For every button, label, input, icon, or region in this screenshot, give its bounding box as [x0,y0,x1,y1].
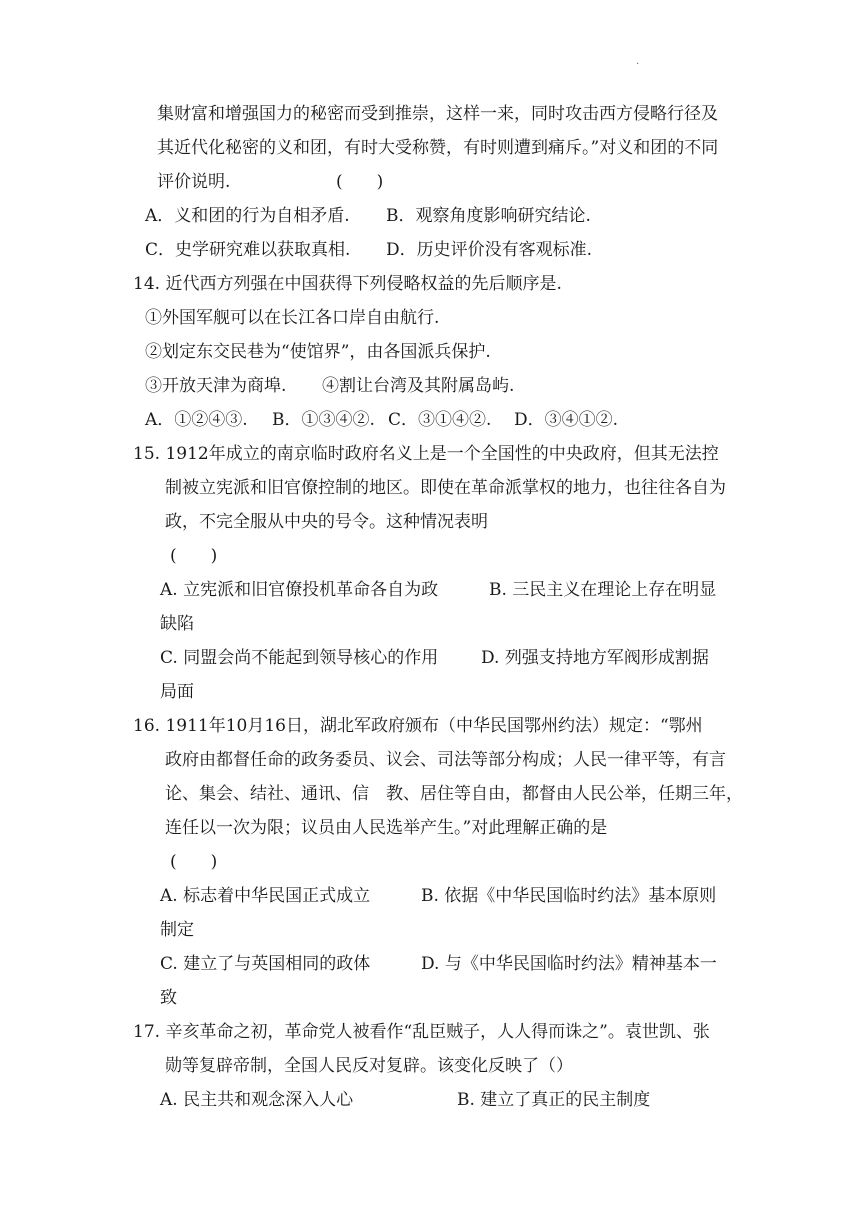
q14-option-d[interactable]: D．③④①②. [514,410,619,430]
q13-option-d[interactable]: D．历史评价没有客观标准. [386,240,593,260]
q17-stem-line-2: 勋等复辟帝制，全国人民反对复辟。该变化反映了（） [165,1056,573,1076]
q14-item-2: ②划定东交民巷为“使馆界”，由各国派兵保护. [145,342,491,362]
q16-option-b[interactable]: B. 依据《中华民国临时约法》基本原则 [421,886,717,906]
q15-option-d[interactable]: D. 列强支持地方军阀形成割据 [481,648,709,668]
q13-option-c[interactable]: C．史学研究难以获取真相. [145,240,351,260]
q16-stem-line-4: 连任以一次为限；议员由人民选举产生。”对此理解正确的是 [165,818,608,838]
q14-item-3: ③开放天津为商埠. [145,376,287,396]
q13-stem-end: 评价说明. [157,172,231,192]
q15-option-c[interactable]: C. 同盟会尚不能起到领导核心的作用 [160,648,439,668]
q15-stem-line-2: 制被立宪派和旧官僚控制的地区。即使在革命派掌权的地力，也往往各自为 [165,478,726,498]
q15-answer-bracket: ( ) [170,546,218,566]
q13-answer-bracket: ( ) [336,172,384,192]
q17-option-a[interactable]: A. 民主共和观念深入人心 [160,1090,354,1110]
q16-option-b-wrap: 制定 [160,920,194,940]
q13-option-a[interactable]: A．义和团的行为自相矛盾. [145,206,350,226]
q16-stem-line-1: 16. 1911年10月16日，湖北军政府颁布（中华民国鄂州约法）规定：“鄂州 [133,716,703,736]
q16-option-a[interactable]: A. 标志着中华民国正式成立 [160,886,371,906]
header-mark: . [636,56,640,67]
q13-stem-line-2: 其近代化秘密的义和团，有时大受称赞，有时则遭到痛斥。”对义和团的不同 [157,138,719,158]
q14-option-c[interactable]: C．③①④②. [388,410,492,430]
q16-stem-line-2: 政府由都督任命的政务委员、议会、司法等部分构成；人民一律平等，有言 [165,750,726,770]
q13-option-b[interactable]: B．观察角度影响研究结论. [386,206,591,226]
q16-stem-line-3: 论、集会、结社、通讯、信 教、居住等自由，都督由人民公举，任期三年， [165,784,743,804]
q17-stem-line-1: 17. 辛亥革命之初，革命党人被看作“乱臣贼子，人人得而诛之”。袁世凯、张 [133,1022,710,1042]
q15-option-d-wrap: 局面 [160,682,194,702]
q14-stem: 14. 近代西方列强在中国获得下列侵略权益的先后顺序是. [133,274,562,294]
q13-stem-line-1: 集财富和增强国力的秘密而受到推崇，这样一来，同时攻击西方侵略行径及 [157,104,718,124]
q15-option-b[interactable]: B. 三民主义在理论上存在明显 [489,580,717,600]
q14-item-4: ④割让台湾及其附属岛屿. [322,376,515,396]
q14-option-b[interactable]: B．①③④②. [272,410,375,430]
q17-option-b[interactable]: B. 建立了真正的民主制度 [457,1090,651,1110]
q15-option-b-wrap: 缺陷 [160,614,194,634]
q16-option-d-wrap: 致 [160,988,177,1008]
q14-option-a[interactable]: A．①②④③. [145,410,248,430]
q16-option-d[interactable]: D. 与《中华民国临时约法》精神基本一 [421,954,717,974]
q14-item-1: ①外国军舰可以在长江各口岸自由航行. [145,308,440,328]
q15-stem-line-1: 15. 1912年成立的南京临时政府名义上是一个全国性的中央政府，但其无法控 [133,444,719,464]
q16-option-c[interactable]: C. 建立了与英国相同的政体 [160,954,371,974]
q16-answer-bracket: ( ) [170,852,218,872]
q15-option-a[interactable]: A. 立宪派和旧官僚投机革命各自为政 [160,580,439,600]
q15-stem-line-3: 政，不完全服从中央的号令。这种情况表明 [165,512,488,532]
